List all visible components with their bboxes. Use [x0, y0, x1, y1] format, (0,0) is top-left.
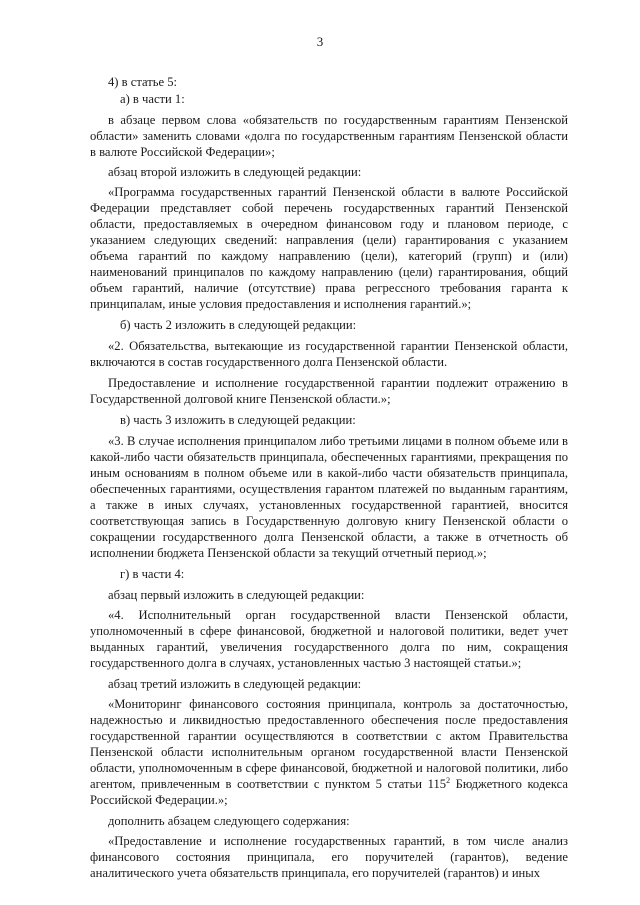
document-body: [90, 74, 568, 886]
quote-v: «3. В случае исполнения принципалом либо третьими лицами в полном объеме или в какой-либо части обязательств принципала, обеспеченных гарантиями, прекращения по иным основаниям в полном объеме или в какой-либо части обязательств принципала, обеспеченных гарантиями, осуществления гарантом платежей по выданным гарантиям, а также в иных случаях, установленных государственной гарантией, вносится соответствующая запись в Государственную долговую книгу Пензенской области о сокращении государственного долга Пензенской области, а также в отчетность об исполнении бюджета Пензенской области за текущий отчетный период.»;: [90, 434, 568, 560]
quote-g1: «4. Исполнительный орган государственной власти Пензенской области, уполномоченный в сфере финансовой, бюджетной и налоговой политики, ведет учет выданных гарантий, увеличения государственного долга по ним, сокращения государственного долга в случаях, установленных частью 3 настоящей статьи.»;: [90, 608, 568, 670]
subitem-v-heading: в) часть 3 изложить в следующей редакции:: [120, 413, 356, 427]
page-number: 3: [316, 34, 324, 49]
quote-g2: [90, 696, 568, 808]
paragraph-a1: в абзаце первом слова «обязательств по государственным гарантиям Пензенской области» заменить словами «долга по государственным гарантиям Пензенской области в валюте Российской Федерации»;: [90, 113, 568, 159]
quote-a: «Программа государственных гарантий Пензенской области в валюте Российской Федерации представляет собой перечень государственных гарантий Пензенской области, предоставляемых в очередном финансовом году и плановом периоде, с указанием следующих сведений: направления (цели) гарантирования с указанием объема гарантий по каждому направлению (цели), категорий (групп) и (или) наименований принципалов по каждому направлению (цели) гарантирования, общий объем гарантий, наличие (отсутствие) права регрессного требования гаранта к принципалам, иные условия предоставления и исполнения гарантий.»;: [90, 185, 568, 311]
quote-b2: Предоставление и исполнение государственной гарантии подлежит отражению в Государственной долговой книге Пензенской области.»;: [90, 376, 568, 406]
item-4-heading: 4) в статье 5:: [108, 75, 178, 89]
quote-g3: «Предоставление и исполнение государственных гарантий, в том числе анализ финансового состояния принципала, его поручителей (гарантов), ведение аналитического учета обязательств принципала, его поручителей (гарантов) и иных: [90, 834, 568, 880]
subitem-b-heading: б) часть 2 изложить в следующей редакции:: [120, 318, 357, 332]
paragraph-g2: абзац третий изложить в следующей редакции:: [108, 677, 362, 691]
paragraph-g3: дополнить абзацем следующего содержания:: [108, 814, 350, 828]
quote-b1: «2. Обязательства, вытекающие из государственной гарантии Пензенской области, включаются в состав государственного долга Пензенской области.: [90, 339, 568, 369]
paragraph-a2: абзац второй изложить в следующей редакции:: [108, 165, 362, 179]
subitem-g-heading: г) в части 4:: [120, 567, 185, 581]
article-superscript: 2: [446, 775, 451, 785]
subitem-a-heading: а) в части 1:: [120, 92, 185, 106]
paragraph-g1: абзац первый изложить в следующей редакции:: [108, 588, 365, 602]
quote-g2-text: «Мониторинг финансового состояния принципала, контроль за достаточностью, надежностью и ликвидностью предоставленного обеспечения после предоставления государственной гарантии осуществляются в соответствии с актом Правительства Пензенской области исполнительным органом государственной власти Пензенской области, уполномоченным в сфере финансовой, бюджетной и налоговой политики, либо агентом, привлеченным в соответствии с пунктом 5 статьи 115: [90, 697, 568, 791]
quote-g2-tail: Бюджетного кодекса Российской Федерации.»;: [90, 777, 568, 807]
